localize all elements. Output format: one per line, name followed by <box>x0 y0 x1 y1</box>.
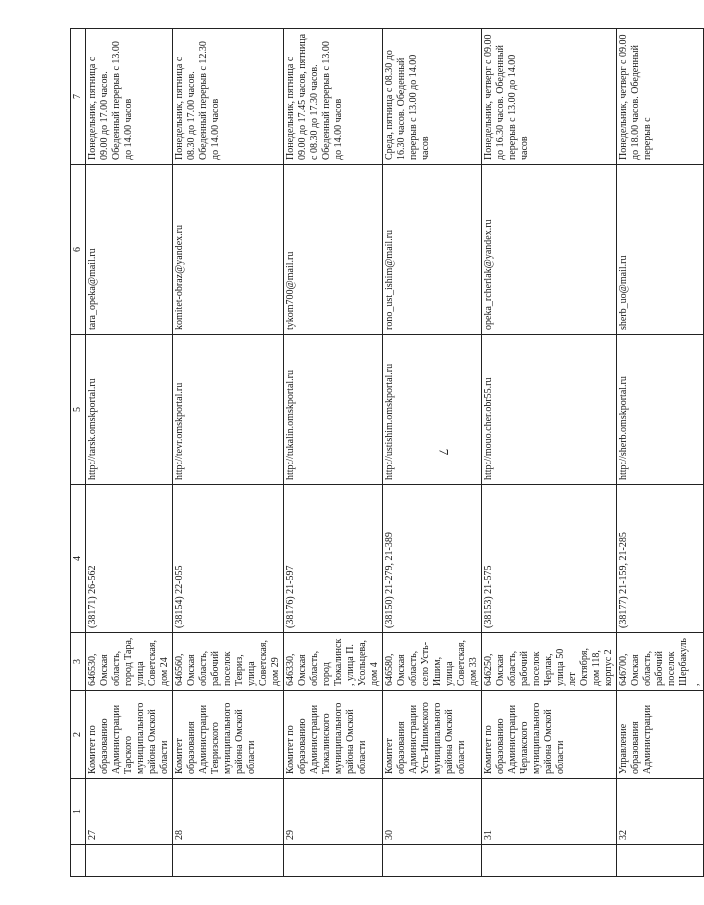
spacer-cell <box>173 845 284 877</box>
email: rono_ust_ishim@mail.ru <box>383 165 482 335</box>
email: tykom700@mail.ru <box>284 165 383 335</box>
table-row <box>482 29 617 877</box>
website: http://tukalin.omskportal.ru <box>284 335 383 485</box>
spacer-cell <box>617 845 704 877</box>
office-hours: Понедельник, пятница с 08.30 до 17.00 часов. Обеденный перерыв с 12.30 до 14.00 часов <box>173 29 284 165</box>
address: 646580, Омская область, село Усть-Ишим, улица Советская, дом 33 <box>383 633 482 691</box>
table-row <box>284 29 383 877</box>
org-name: Комитет по образованию Администрации Черлакского муниципального района Омской области <box>482 691 617 779</box>
rotated-page <box>70 29 701 877</box>
website: http://tarsk.omskportal.ru <box>86 335 173 485</box>
header-cell: 5 <box>71 335 86 485</box>
email: komitet-obraz@yandex.ru <box>173 165 284 335</box>
spacer-cell <box>284 845 383 877</box>
email: opeka_rcherlak@yandex.ru <box>482 165 617 335</box>
phone: (38177) 21-159, 21-285 <box>617 485 704 633</box>
address: 646250, Омская область, рабочий поселок Черлак, улица 50 лет Октября, дом 118, корпус 2 <box>482 633 617 691</box>
table-row <box>86 29 173 877</box>
row-number: 30 <box>383 779 482 845</box>
phone: (38154) 22-055 <box>173 485 284 633</box>
org-name: Комитет образования Администрации Тевризского муниципального района Омской области <box>173 691 284 779</box>
spacer-cell <box>482 845 617 877</box>
office-hours: Понедельник, четверг с 09.00 до 16.30 часов. Обеденный перерыв с 13.00 до 14.00 часов <box>482 29 617 165</box>
org-name: Управление образования Администрации <box>617 691 704 779</box>
table-row <box>173 29 284 877</box>
page-number: 7 <box>436 448 452 456</box>
website: http://ustishim.omskportal.ru <box>383 335 482 485</box>
office-hours: Среда, пятница с 08.30 до 16.30 часов. Обеденный перерыв с 13.00 до 14.00 часов <box>383 29 482 165</box>
phone: (38150) 21-279, 21-389 <box>383 485 482 633</box>
header-cell: 3 <box>71 633 86 691</box>
website: http://sherb.omskportal.ru <box>617 335 704 485</box>
email: sherb_uo@mail.ru <box>617 165 704 335</box>
row-number: 27 <box>86 779 173 845</box>
header-cell: 6 <box>71 165 86 335</box>
phone: (38171) 26-562 <box>86 485 173 633</box>
row-number: 31 <box>482 779 617 845</box>
office-hours: Понедельник, пятница с 09.00 до 17.45 часов, пятница с 08.30 до 17.30 часов. Обеденный перерыв с 13.00 до 14.00 часов <box>284 29 383 165</box>
row-number: 29 <box>284 779 383 845</box>
address: 646560, Омская область, рабочий поселок Тевриз, улица Советская, дом 29 <box>173 633 284 691</box>
header-cell: 2 <box>71 691 86 779</box>
spacer-cell <box>383 845 482 877</box>
table-row <box>617 29 704 877</box>
address: 646700, Омская область, рабочий поселок Шербакуль, <box>617 633 704 691</box>
address: 646330, Омская область, город Тюкалинск, улица П. Усольцева, дом 4 <box>284 633 383 691</box>
phone: (38176) 21-597 <box>284 485 383 633</box>
office-hours: Понедельник, четверг с 09.00 до 18.00 часов. Обеденный перерыв с <box>617 29 704 165</box>
row-number: 32 <box>617 779 704 845</box>
institutions-table <box>70 28 704 877</box>
header-cell: 4 <box>71 485 86 633</box>
header-row <box>71 29 86 877</box>
phone: (38153) 21-575 <box>482 485 617 633</box>
org-name: Комитет по образованию Администрации Тюкалинского муниципального района Омской области <box>284 691 383 779</box>
email: tara_opeka@mail.ru <box>86 165 173 335</box>
website: http://mouo.cher.obr55.ru <box>482 335 617 485</box>
org-name: Комитет по образованию Администрации Тарского муниципального района Омской области <box>86 691 173 779</box>
header-cell: 1 <box>71 779 86 845</box>
row-number: 28 <box>173 779 284 845</box>
spacer-cell <box>86 845 173 877</box>
website: http://tevr.omskportal.ru <box>173 335 284 485</box>
table-row <box>383 29 482 877</box>
office-hours: Понедельник, пятница с 09.00 до 17.00 часов. Обеденный перерыв с 13.00 до 14.00 часов <box>86 29 173 165</box>
header-cell: 7 <box>71 29 86 165</box>
address: 646530, Омская область, город Тара, улица Советская, дом 24 <box>86 633 173 691</box>
org-name: Комитет образования Администрации Усть-Ишимского муниципального района Омской области <box>383 691 482 779</box>
header-spacer <box>71 845 86 877</box>
